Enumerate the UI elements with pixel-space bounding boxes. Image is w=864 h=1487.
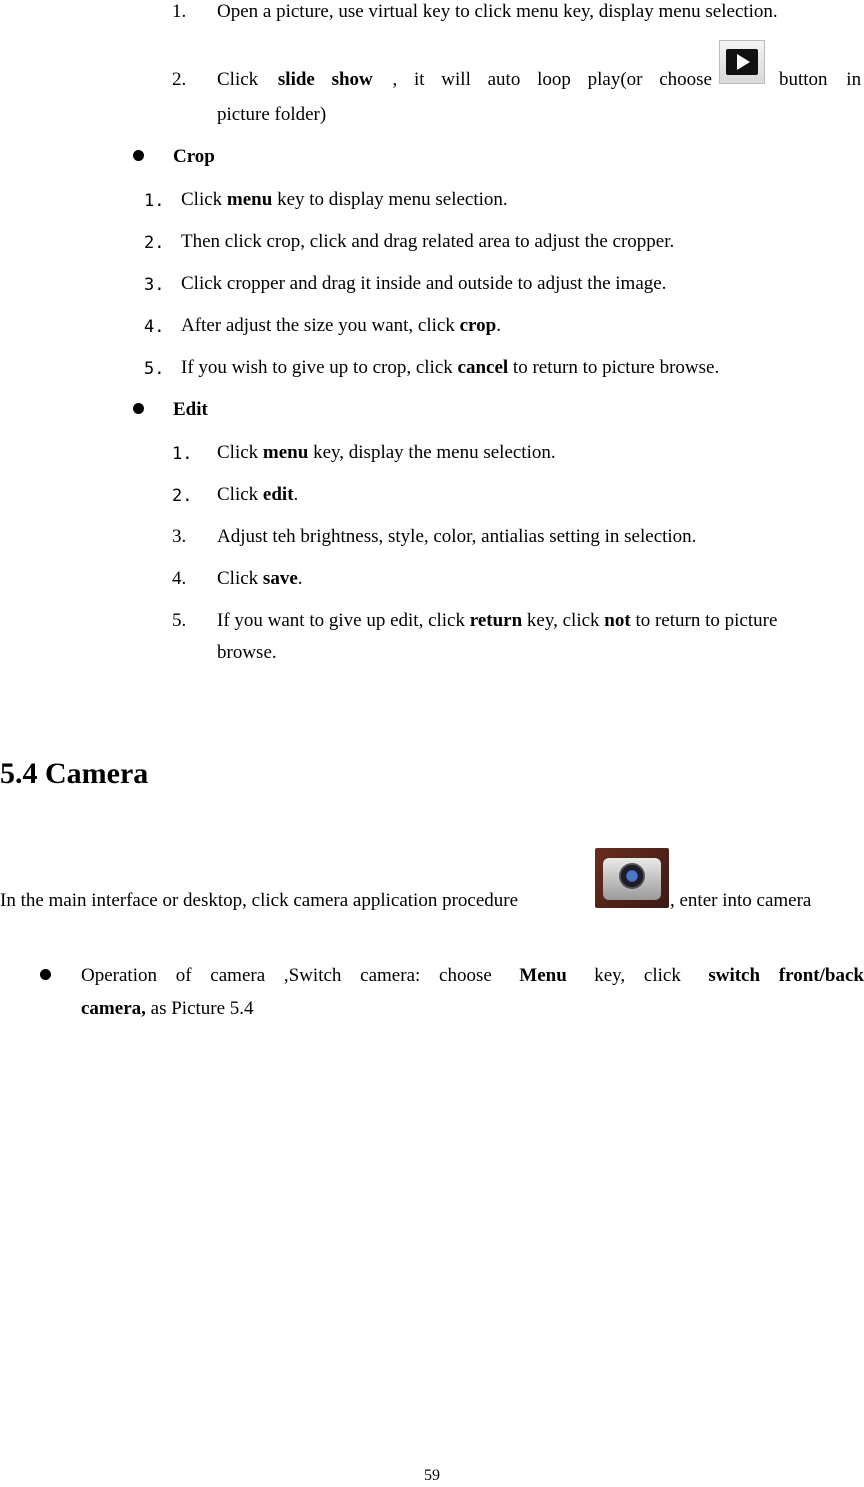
edit-item-3-number: 3. bbox=[172, 526, 187, 547]
slideshow-item-2-line bbox=[217, 68, 712, 93]
camera-app-icon bbox=[595, 848, 669, 908]
crop-item-3: Click cropper and drag it inside and outside to adjust the image. bbox=[181, 273, 667, 294]
crop-item-3-number: 3. bbox=[144, 275, 165, 295]
slideshow-item-2-mid: , it will auto loop play(or choose bbox=[392, 69, 712, 90]
camera-operation-menu: Menu bbox=[519, 965, 567, 986]
camera-operation-switch: switch front/back bbox=[708, 965, 864, 986]
slideshow-item-2-post: button in bbox=[779, 69, 862, 90]
camera-intro-text: In the main interface or desktop, click camera application procedure bbox=[0, 890, 519, 911]
crop-title: Crop bbox=[173, 146, 215, 167]
edit-item-1-number: 1. bbox=[172, 444, 193, 464]
crop-item-4: After adjust the size you want, click crop. bbox=[181, 315, 501, 336]
crop-item-2-number: 2. bbox=[144, 233, 165, 253]
edit-item-5-number: 5. bbox=[172, 610, 187, 631]
edit-item-4: Click save. bbox=[217, 568, 303, 589]
crop-item-5: If you wish to give up to crop, click cancel to return to picture browse. bbox=[181, 357, 720, 378]
slideshow-item-1-number: 1. bbox=[172, 1, 187, 22]
camera-operation-mid: key, click bbox=[594, 965, 681, 986]
edit-item-3: Adjust teh brightness, style, color, antialias setting in selection. bbox=[217, 526, 697, 547]
crop-item-4-number: 4. bbox=[144, 317, 165, 337]
bullet-icon bbox=[133, 150, 144, 161]
edit-title: Edit bbox=[173, 399, 208, 420]
edit-item-5: If you want to give up edit, click return key, click not to return to picture bbox=[217, 610, 778, 631]
camera-intro-post: , enter into camera bbox=[670, 890, 812, 911]
edit-item-5-continuation: browse. bbox=[217, 642, 277, 663]
edit-item-2-number: 2. bbox=[172, 486, 193, 506]
edit-item-1: Click menu key, display the menu selection. bbox=[217, 442, 556, 463]
bullet-icon bbox=[133, 403, 144, 414]
slideshow-item-2-bold: slide show bbox=[277, 69, 373, 90]
page-number: 59 bbox=[424, 1467, 440, 1484]
crop-item-5-number: 5. bbox=[144, 359, 165, 379]
play-button-icon bbox=[719, 40, 765, 84]
crop-item-2: Then click crop, click and drag related area to adjust the cropper. bbox=[181, 231, 675, 252]
camera-operation-line bbox=[81, 964, 864, 989]
camera-operation-continuation: camera, as Picture 5.4 bbox=[81, 998, 254, 1019]
edit-item-4-number: 4. bbox=[172, 568, 187, 589]
slideshow-item-2-number: 2. bbox=[172, 69, 187, 90]
slideshow-item-2-continuation: picture folder) bbox=[217, 104, 327, 125]
crop-item-1: Click menu key to display menu selection. bbox=[181, 189, 508, 210]
slideshow-item-2-pre: Click bbox=[217, 69, 259, 90]
section-heading: 5.4 Camera bbox=[0, 757, 149, 790]
edit-item-2: Click edit. bbox=[217, 484, 299, 505]
crop-item-1-number: 1. bbox=[144, 191, 165, 211]
slideshow-item-1-text: Open a picture, use virtual key to click menu key, display menu selection. bbox=[217, 1, 778, 22]
bullet-icon bbox=[40, 969, 51, 980]
camera-operation-pre: Operation of camera ,Switch camera: choose bbox=[81, 965, 492, 986]
